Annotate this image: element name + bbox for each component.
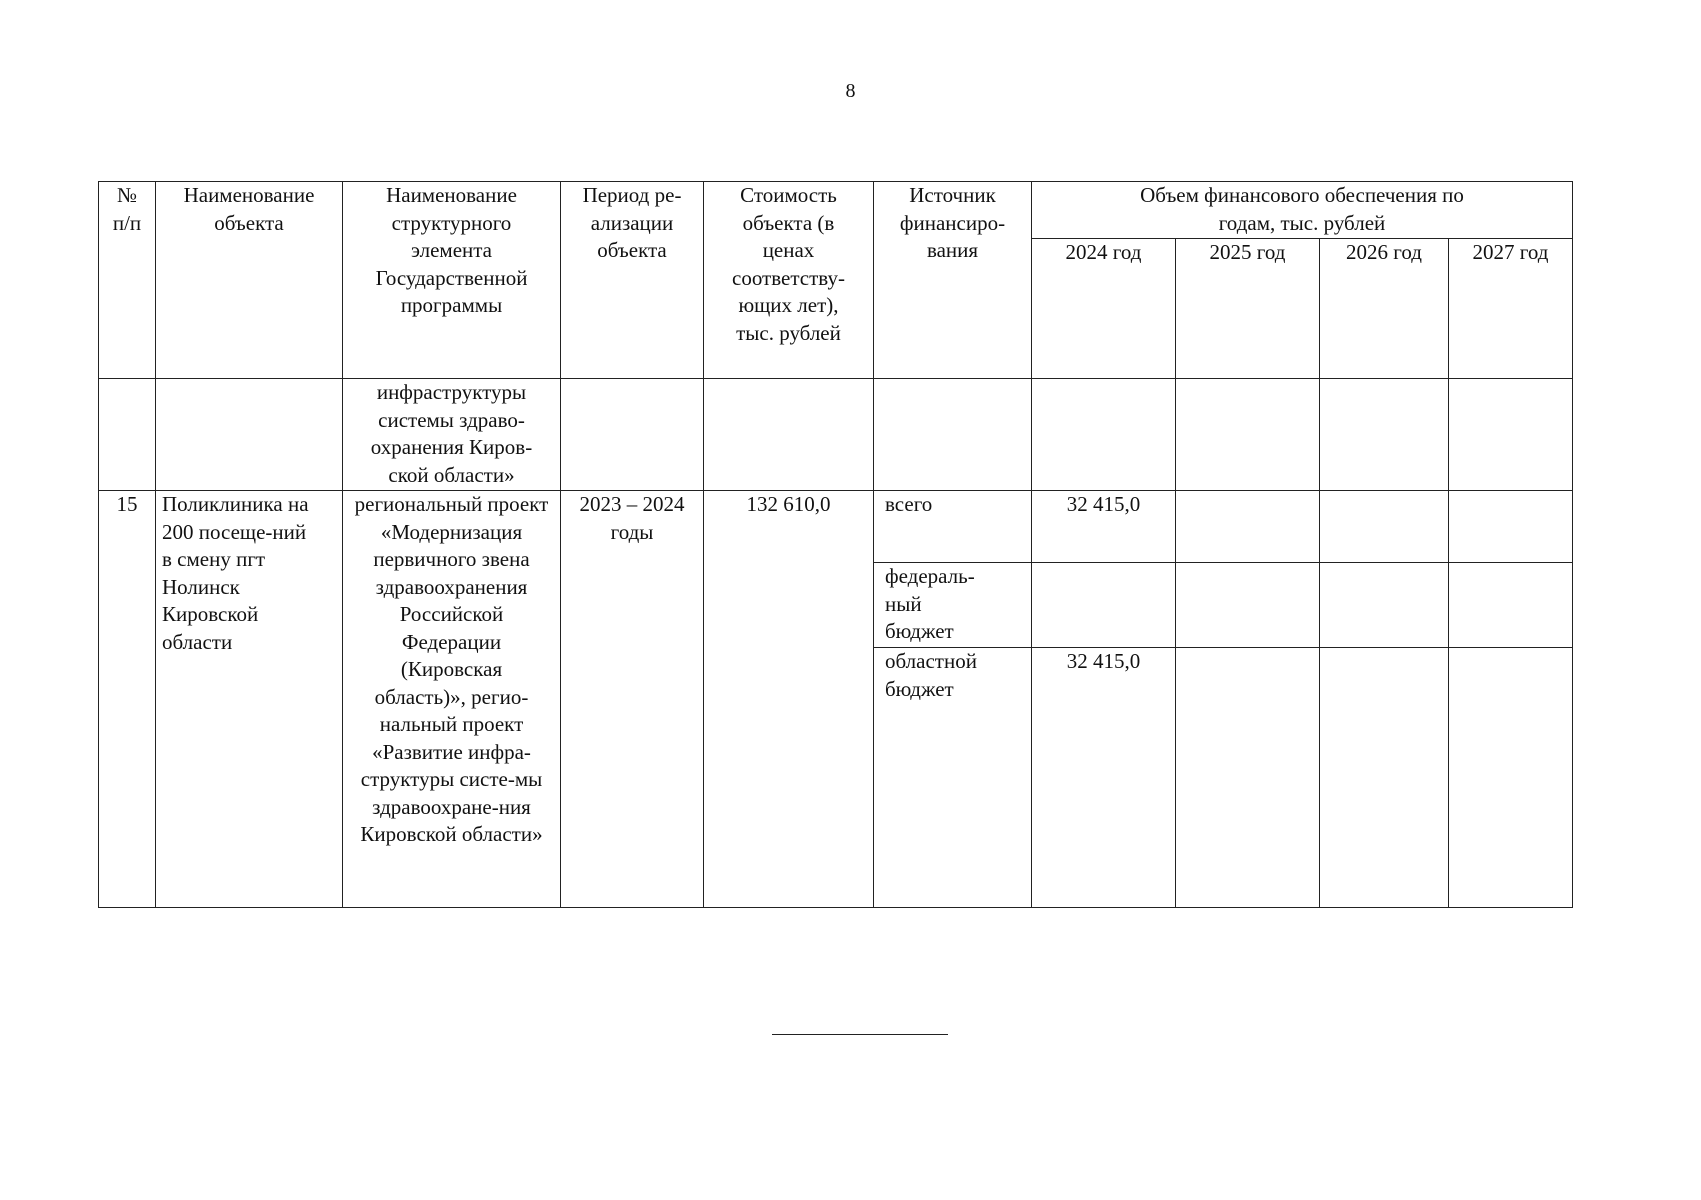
row15-num: 15 [99, 491, 156, 908]
row15-federal-2027 [1449, 563, 1573, 648]
header-volume [1032, 182, 1573, 239]
cont-num [99, 379, 156, 491]
header-struct-element [343, 182, 561, 379]
cont-period [561, 379, 704, 491]
row15-total-2027 [1449, 491, 1573, 563]
row15-object-name-text: Поликлиника на 200 посеще-ний в смену пгт Нолинск Кировской области [162, 492, 309, 654]
row15-source-federal [874, 563, 1032, 648]
row15-federal-2025 [1176, 563, 1320, 648]
row15-struct-element-text: региональный проект «Модернизация первичного звена здравоохранения Российской Федерации (Кировская область)», регио-нальный проект «Развитие инфра-структуры систе-мы здравоохране-ния Кировской области» [354, 492, 549, 846]
header-num [99, 182, 156, 379]
header-struct-element-text: Наименование структурного элемента Государственной программы [375, 183, 528, 317]
cont-2026 [1320, 379, 1449, 491]
row15-object-name [156, 491, 343, 908]
row15-cost: 132 610,0 [704, 491, 874, 908]
row15-source-federal-text: федераль-ный бюджет [885, 564, 975, 643]
cont-cost [704, 379, 874, 491]
header-period-text: Период ре-ализации объекта [582, 183, 682, 262]
header-num-text: № п/п [112, 183, 142, 235]
header-object-name-text: Наименование объекта [183, 183, 315, 235]
cont-2025 [1176, 379, 1320, 491]
cont-struct-element [343, 379, 561, 491]
page-number: 8 [845, 80, 856, 102]
row15-regional-2026 [1320, 648, 1449, 908]
header-source-text: Источник финансиро-вания [899, 183, 1006, 262]
header-year-2027: 2027 год [1449, 239, 1573, 379]
cont-struct-element-text: инфраструктуры системы здраво-охранения Киров-ской области» [370, 380, 533, 487]
row15-source-regional-text: областной бюджет [885, 649, 977, 701]
cont-2027 [1449, 379, 1573, 491]
header-period [561, 182, 704, 379]
row15-period-text: 2023 – 2024 годы [579, 492, 685, 544]
row15-regional-2025 [1176, 648, 1320, 908]
row15-federal-2024 [1032, 563, 1176, 648]
header-year-2025: 2025 год [1176, 239, 1320, 379]
row15-federal-2026 [1320, 563, 1449, 648]
row15-struct-element [343, 491, 561, 908]
row15-period [561, 491, 704, 908]
row15-total-2026 [1320, 491, 1449, 563]
header-object-name [156, 182, 343, 379]
header-cost [704, 182, 874, 379]
header-source [874, 182, 1032, 379]
cont-source [874, 379, 1032, 491]
row15-source-total: всего [874, 491, 1032, 563]
cont-2024 [1032, 379, 1176, 491]
row15-regional-2027 [1449, 648, 1573, 908]
end-of-document-rule [772, 1034, 948, 1035]
row15-source-regional [874, 648, 1032, 908]
header-year-2024: 2024 год [1032, 239, 1176, 379]
cont-object-name [156, 379, 343, 491]
row15-regional-2024: 32 415,0 [1032, 648, 1176, 908]
header-cost-text: Стоимость объекта (в ценах соответству-ющих лет), тыс. рублей [732, 183, 845, 345]
header-volume-text: Объем финансового обеспечения по годам, тыс. рублей [1140, 183, 1464, 235]
row15-total-2025 [1176, 491, 1320, 563]
header-year-2026: 2026 год [1320, 239, 1449, 379]
row15-total-2024: 32 415,0 [1032, 491, 1176, 563]
financing-table [98, 181, 1573, 908]
